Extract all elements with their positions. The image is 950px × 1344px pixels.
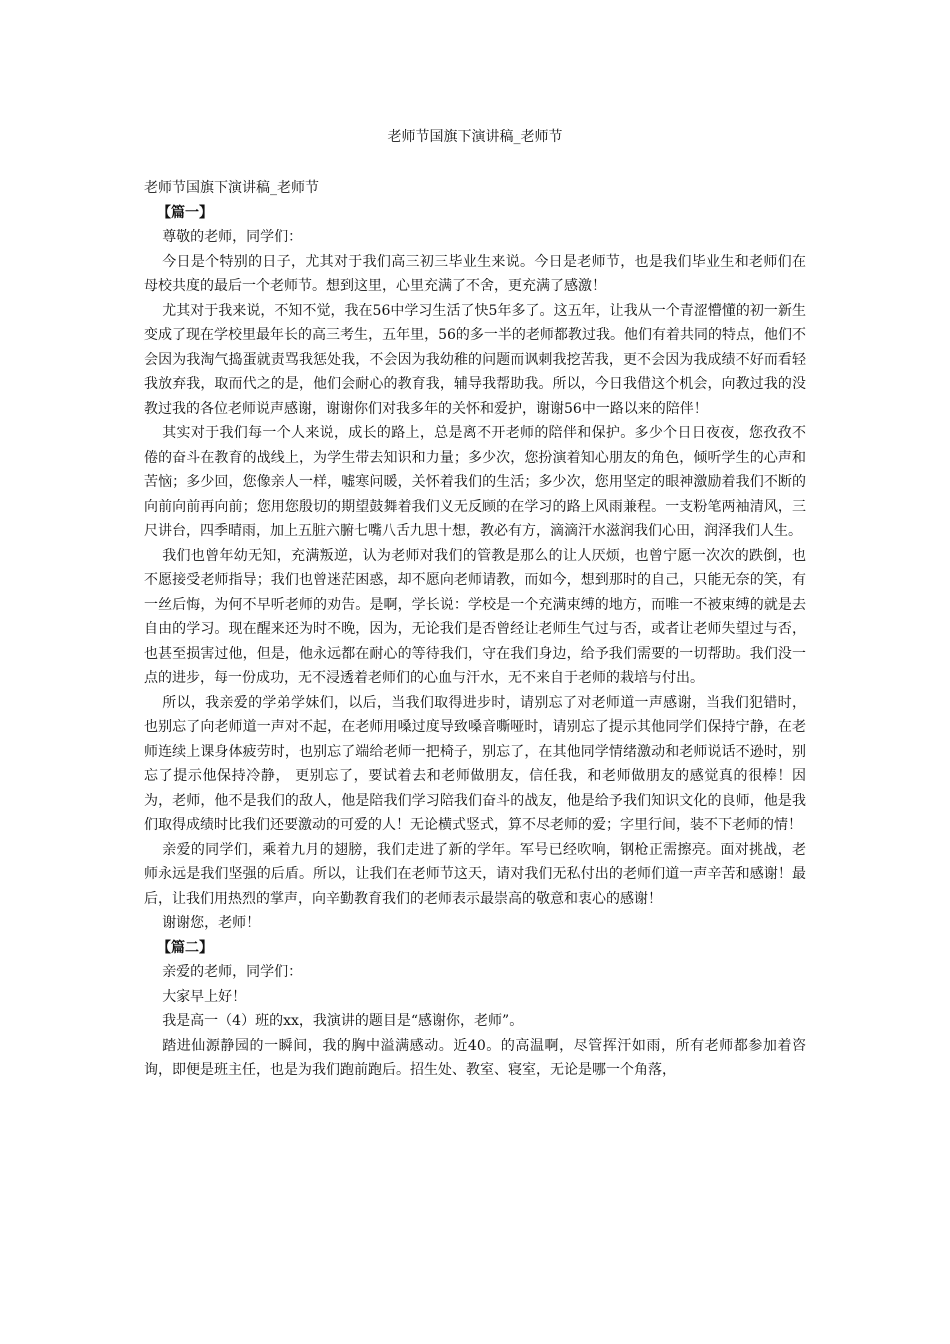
section-heading-2: 【篇二】 [157,939,213,956]
section-heading-1: 【篇一】 [157,204,213,221]
paragraph-greeting: 大家早上好！ [162,988,247,1005]
paragraph: 我是高一（4）班的xx，我演讲的题目是“感谢你，老师”。 [162,1013,524,1029]
document-subtitle: 老师节国旗下演讲稿_老师节 [144,180,319,196]
paragraph: 踏进仙源静园的一瞬间，我的胸中溢满感动。近40。的高温啊，尽管挥汗如雨，所有老师都参加着咨询，即便是班主任，也是为我们跑前跑后。招生处、教室、寝室，无论是哪一个角落， [144,1037,806,1078]
paragraph-salutation: 尊敬的老师，同学们： [162,229,303,245]
page-title: 老师节国旗下演讲稿_老师节 [387,129,563,145]
paragraph: 其实对于我们每一个人来说，成长的路上，总是离不开老师的陪伴和保护。多少个日日夜夜，您孜孜不倦的奋斗在教育的战线上，为学生带去知识和力量；多少次，您扮演着知心朋友的角色，倾听学生的心声和苦恼；多少回，您像亲人一样，嘘寒问暖，关怀着我们的生活；多少次，您用坚定的眼神激励着我们不断的向前向前再向前；您用您殷切的期望鼓舞着我们义无反顾的在学习的路上风雨兼程。一支粉笔两袖清风，三尺讲台，四季晴雨，加上五脏六腑七嘴八舌九思十想，教必有方，滴滴汗水滋润我们心田，润泽我们人生。 [144,425,806,539]
document-body [144,176,806,1083]
paragraph: 我们也曾年幼无知，充满叛逆，认为老师对我们的管教是那么的让人厌烦，也曾宁愿一次次的跌倒，也不愿接受老师指导；我们也曾迷茫困惑，却不愿向老师请教，而如今，想到那时的自己，只能无奈的笑，有一丝后悔，为何不早听老师的劝告。是啊，学长说：学校是一个充满束缚的地方，而唯一不被束缚的就是去自由的学习。现在醒来还为时不晚，因为，无论我们是否曾经让老师生气过与否，或者让老师失望过与否，也甚至损害过他，但是，他永远都在耐心的等待我们，守在我们身边，给予我们需要的一切帮助。我们没一点的进步，每一份成功，无不浸透着老师们的心血与汗水，无不来自于老师的栽培与付出。 [144,547,806,686]
paragraph: 所以，我亲爱的学弟学妹们，以后，当我们取得进步时，请别忘了对老师道一声感谢，当我们犯错时，也别忘了向老师道一声对不起，在老师用嗓过度导致嗓音嘶哑时，请别忘了提示其他同学们保持宁静，在老师连续上课身体疲劳时，也别忘了端给老师一把椅子，别忘了，在其他同学情绪激动和老师说话不逊时，别忘了提示他保持冷静， 更别忘了，要试着去和老师做朋友，信任我，和老师做朋友的感觉真的很棒！因为，老师，他不是我们的敌人，他是陪我们学习陪我们奋斗的战友，他是给予我们知识文化的良师，他是我们取得成绩时比我们还要激动的可爱的人！无论横式竖式，算不尽老师的爱；字里行间，装不下老师的情！ [144,694,806,833]
paragraph: 亲爱的同学们，乘着九月的翅膀，我们走进了新的学年。军号已经吹响，钢枪正需擦亮。面对挑战，老师永远是我们坚强的后盾。所以，让我们在老师节这天，请对我们无私付出的老师们道一声辛苦和感谢！最后，让我们用热烈的掌声，向辛勤教育我们的老师表示最崇高的敬意和衷心的感谢！ [144,841,806,907]
paragraph-salutation: 亲爱的老师，同学们： [162,964,303,980]
paragraph: 尤其对于我来说，不知不觉，我在56中学习生活了快5年多了。这五年，让我从一个青涩懵懂的初一新生变成了现在学校里最年长的高三考生，五年里，56的多一半的老师都教过我。他们有着共同的特点，他们不会因为我淘气捣蛋就责骂我惩处我，不会因为我幼稚的问题而讽刺我挖苦我，更不会因为我成绩不好而看轻我放弃我，取而代之的是，他们会耐心的教育我，辅导我帮助我。所以，今日我借这个机会，向教过我的没教过我的各位老师说声感谢，谢谢你们对我多年的关怀和爱护，谢谢56中一路以来的陪伴！ [144,302,806,417]
paragraph-closing: 谢谢您，老师！ [162,915,261,931]
paragraph: 今日是个特别的日子，尤其对于我们高三初三毕业生来说。今日是老师节，也是我们毕业生和老师们在母校共度的最后一个老师节。想到这里，心里充满了不舍，更充满了感激！ [144,253,806,294]
